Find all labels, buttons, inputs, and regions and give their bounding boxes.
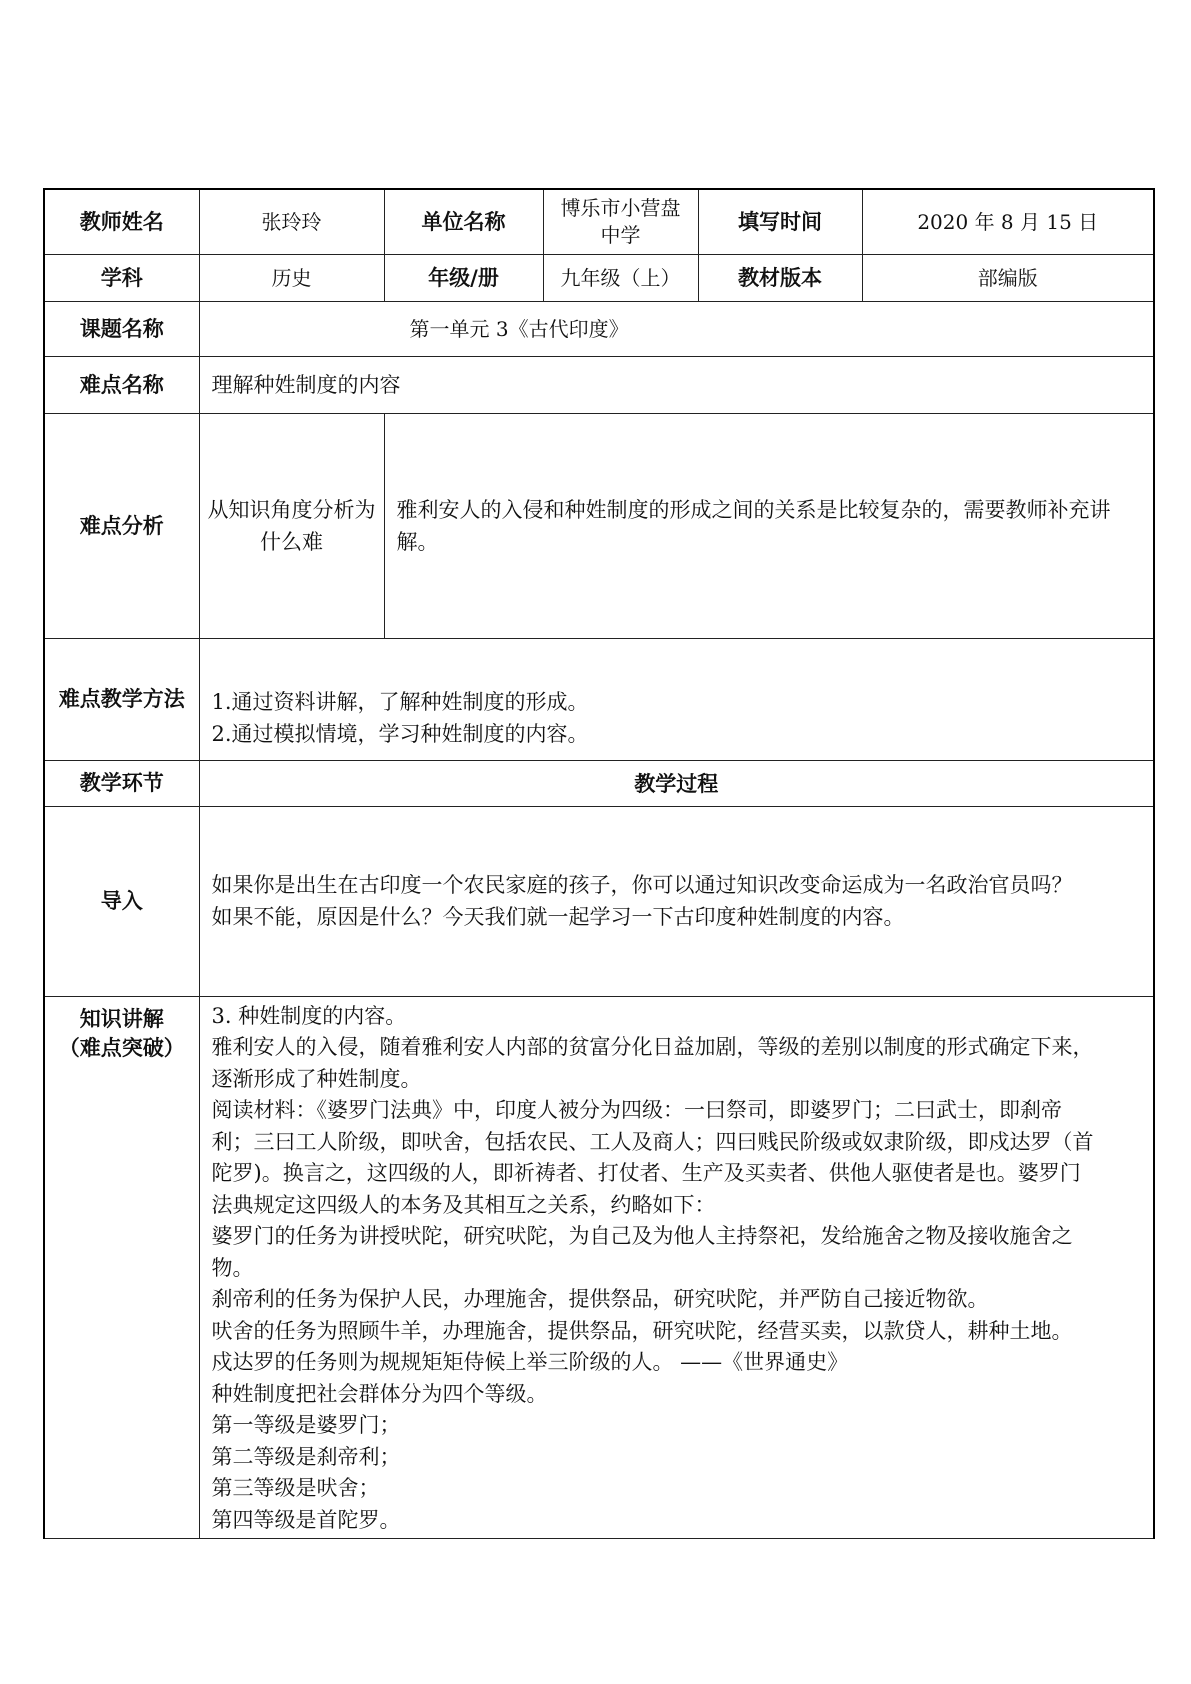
method-row: [44, 638, 1154, 760]
knowledge-line: 种姓制度把社会群体分为四个等级。: [211, 1381, 548, 1406]
edition-label: 教材版本: [698, 254, 862, 301]
method-line-1: 1.通过资料讲解，了解种姓制度的形成。: [211, 689, 589, 714]
intro-line-1: 如果你是出生在古印度一个农民家庭的孩子，你可以通过知识改变命运成为一名政治官员吗？: [211, 873, 1073, 897]
knowledge-line: 逐渐形成了种姓制度。: [211, 1066, 422, 1091]
topic-value: 第一单元 3《古代印度》: [199, 301, 1154, 356]
knowledge-line: 吠舍的任务为照顾牛羊，办理施舍，提供祭品，研究吠陀，经营买卖，以款贷人，耕种土地。: [211, 1318, 1073, 1343]
knowledge-line: 法典规定这四级人的本务及其相互之关系，约略如下：: [211, 1192, 716, 1217]
knowledge-line: 物。: [211, 1255, 254, 1280]
knowledge-text: [199, 996, 1154, 1539]
process-header-row: [44, 760, 1154, 806]
intro-label: 导入: [44, 806, 199, 996]
grade-label: 年级/册: [384, 254, 543, 301]
knowledge-line: 婆罗门的任务为讲授吠陀，研究吠陀，为自己及为他人主持祭祀，发给施舍之物及接收施舍之: [211, 1224, 1073, 1248]
knowledge-line: 雅利安人的入侵，随着雅利安人内部的贫富分化日益加剧，等级的差别以制度的形式确定下来，: [211, 1035, 1094, 1059]
knowledge-row: [44, 996, 1154, 1539]
knowledge-label-line-2: （难点突破）: [58, 1035, 185, 1060]
difficulty-label: 难点名称: [44, 356, 199, 413]
info-row-1: [44, 189, 1154, 254]
analysis-text: 雅利安人的入侵和种姓制度的形成之间的关系是比较复杂的，需要教师补充讲解。: [384, 413, 1154, 638]
info-row-2: [44, 254, 1154, 301]
grade-value: 九年级（上）: [543, 254, 698, 301]
knowledge-line: 第一等级是婆罗门；: [211, 1413, 401, 1437]
subject-label: 学科: [44, 254, 199, 301]
lesson-plan-table: [43, 188, 1155, 1539]
unit-name-value: 博乐市小营盘中学: [543, 189, 698, 254]
method-line-2: 2.通过模拟情境，学习种姓制度的内容。: [211, 721, 589, 746]
analysis-label: 难点分析: [44, 413, 199, 638]
analysis-sub-label: 从知识角度分析为什么难: [199, 413, 384, 638]
knowledge-line: 第三等级是吠舍；: [211, 1476, 380, 1500]
method-text: [199, 638, 1154, 760]
fill-time-value: 2020 年 8 月 15 日: [862, 189, 1154, 254]
fill-time-label: 填写时间: [698, 189, 862, 254]
process-header: 教学过程: [199, 760, 1154, 806]
stage-header: 教学环节: [44, 760, 199, 806]
knowledge-line: 3. 种姓制度的内容。: [211, 1003, 407, 1028]
teacher-name-value: 张玲玲: [199, 189, 384, 254]
knowledge-line: 阅读材料：《婆罗门法典》中，印度人被分为四级：一曰祭司，即婆罗门；二曰武士，即刹帝: [211, 1098, 1062, 1122]
knowledge-line: 刹帝利的任务为保护人民，办理施舍，提供祭品，研究吠陀，并严防自己接近物欲。: [211, 1287, 989, 1311]
knowledge-line: 第二等级是刹帝利；: [211, 1444, 401, 1469]
method-label: 难点教学方法: [44, 638, 199, 760]
knowledge-line: 利；三曰工人阶级，即吠舍，包括农民、工人及商人；四曰贱民阶级或奴隶阶级，即戍达罗（首: [211, 1129, 1094, 1154]
intro-line-2: 如果不能，原因是什么？今天我们就一起学习一下古印度种姓制度的内容。: [211, 905, 905, 929]
subject-value: 历史: [199, 254, 384, 301]
analysis-row: [44, 413, 1154, 638]
knowledge-line: 戍达罗的任务则为规规矩矩侍候上举三阶级的人。 ——《世界通史》: [211, 1350, 849, 1374]
knowledge-label: [44, 996, 199, 1539]
knowledge-label-line-1: 知识讲解: [79, 1006, 164, 1031]
edition-value: 部编版: [862, 254, 1154, 301]
intro-row: [44, 806, 1154, 996]
difficulty-value: 理解种姓制度的内容: [199, 356, 1154, 413]
teacher-name-label: 教师姓名: [44, 189, 199, 254]
intro-text: [199, 806, 1154, 996]
difficulty-row: [44, 356, 1154, 413]
unit-name-label: 单位名称: [384, 189, 543, 254]
topic-label: 课题名称: [44, 301, 199, 356]
topic-row: [44, 301, 1154, 356]
knowledge-line: 第四等级是首陀罗。: [211, 1507, 401, 1532]
knowledge-line: 陀罗)。换言之，这四级的人，即祈祷者、打仗者、生产及买卖者、供他人驱使者是也。婆罗门: [211, 1161, 1081, 1185]
